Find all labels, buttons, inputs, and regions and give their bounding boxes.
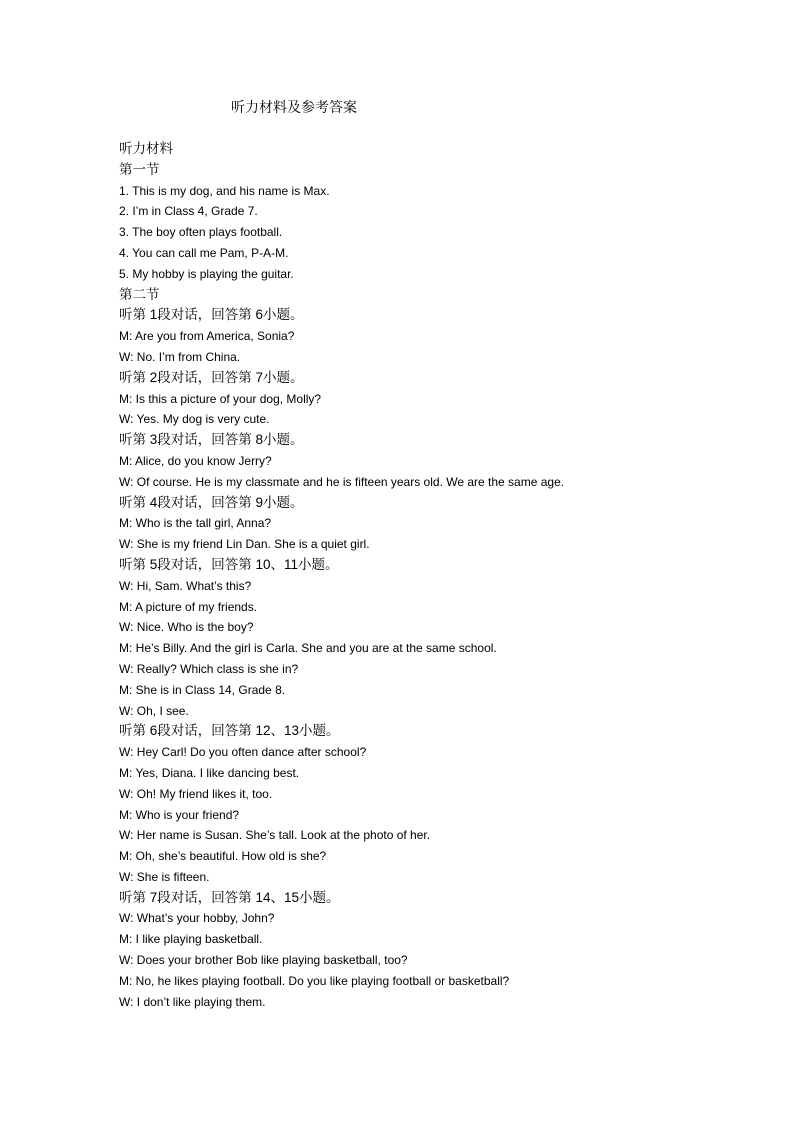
- text-line: M: Who is the tall girl, Anna?: [119, 516, 272, 531]
- text-line: W: Her name is Susan. She’s tall. Look at the photo of her.: [119, 828, 431, 843]
- text-line: W: She is my friend Lin Dan. She is a quiet girl.: [119, 537, 370, 552]
- section-heading: 第一节: [119, 161, 160, 177]
- text-line: W: Of course. He is my classmate and he is fifteen years old. We are the same age.: [119, 474, 565, 489]
- text-line: M: Oh, she’s beautiful. How old is she?: [119, 849, 327, 864]
- text-line: M: Who is your friend?: [119, 807, 240, 822]
- text-line: W: Oh! My friend likes it, too.: [119, 786, 273, 801]
- text-line: W: Nice. Who is the boy?: [119, 620, 254, 635]
- text-line: M: Are you from America, Sonia?: [119, 329, 295, 344]
- section-heading: 听第 1段对话，回答第 6小题。: [119, 307, 304, 323]
- text-line: W: Oh, I see.: [119, 703, 189, 718]
- text-line: M: She is in Class 14, Grade 8.: [119, 682, 286, 697]
- text-line: M: He’s Billy. And the girl is Carla. She and you are at the same school.: [119, 641, 497, 656]
- section-heading: 第二节: [119, 286, 160, 302]
- text-line: M: A picture of my friends.: [119, 599, 258, 614]
- text-line: M: I like playing basketball.: [119, 932, 263, 947]
- section-heading: 听力材料: [119, 141, 173, 156]
- section-heading: 听第 6段对话，回答第 12、13小题。: [119, 723, 340, 739]
- text-line: 5. My hobby is playing the guitar.: [119, 266, 294, 281]
- text-line: 4. You can call me Pam, P-A-M.: [119, 245, 289, 260]
- text-line: 3. The boy often plays football.: [119, 225, 283, 240]
- text-line: W: Hi, Sam. What’s this?: [119, 578, 252, 593]
- text-line: W: I don’t like playing them.: [119, 994, 266, 1009]
- text-line: M: Is this a picture of your dog, Molly?: [119, 391, 322, 406]
- text-line: M: No, he likes playing football. Do you like playing football or basketball?: [119, 973, 510, 988]
- text-line: W: Yes. My dog is very cute.: [119, 412, 270, 427]
- document-body: [119, 139, 759, 1012]
- section-heading: 听第 7段对话，回答第 14、15小题。: [119, 889, 340, 905]
- text-line: W: No. I’m from China.: [119, 349, 241, 364]
- text-line: W: Really? Which class is she in?: [119, 661, 299, 676]
- section-heading: 听第 4段对话，回答第 9小题。: [119, 494, 304, 510]
- section-heading: 听第 5段对话，回答第 10、11小题。: [119, 556, 339, 572]
- text-line: 1. This is my dog, and his name is Max.: [119, 183, 330, 198]
- section-heading: 听第 2段对话，回答第 7小题。: [119, 369, 304, 385]
- text-line: 2. I’m in Class 4, Grade 7.: [119, 204, 258, 219]
- text-line: W: Does your brother Bob like playing basketball, too?: [119, 953, 408, 968]
- section-heading: 听第 3段对话，回答第 8小题。: [119, 432, 304, 448]
- text-line: W: What’s your hobby, John?: [119, 911, 275, 926]
- text-line: W: Hey Carl! Do you often dance after school?: [119, 745, 367, 760]
- text-line: M: Yes, Diana. I like dancing best.: [119, 765, 300, 780]
- text-line: W: She is fifteen.: [119, 869, 210, 884]
- document-title: 听力材料及参考答案: [231, 99, 357, 115]
- text-line: M: Alice, do you know Jerry?: [119, 453, 272, 468]
